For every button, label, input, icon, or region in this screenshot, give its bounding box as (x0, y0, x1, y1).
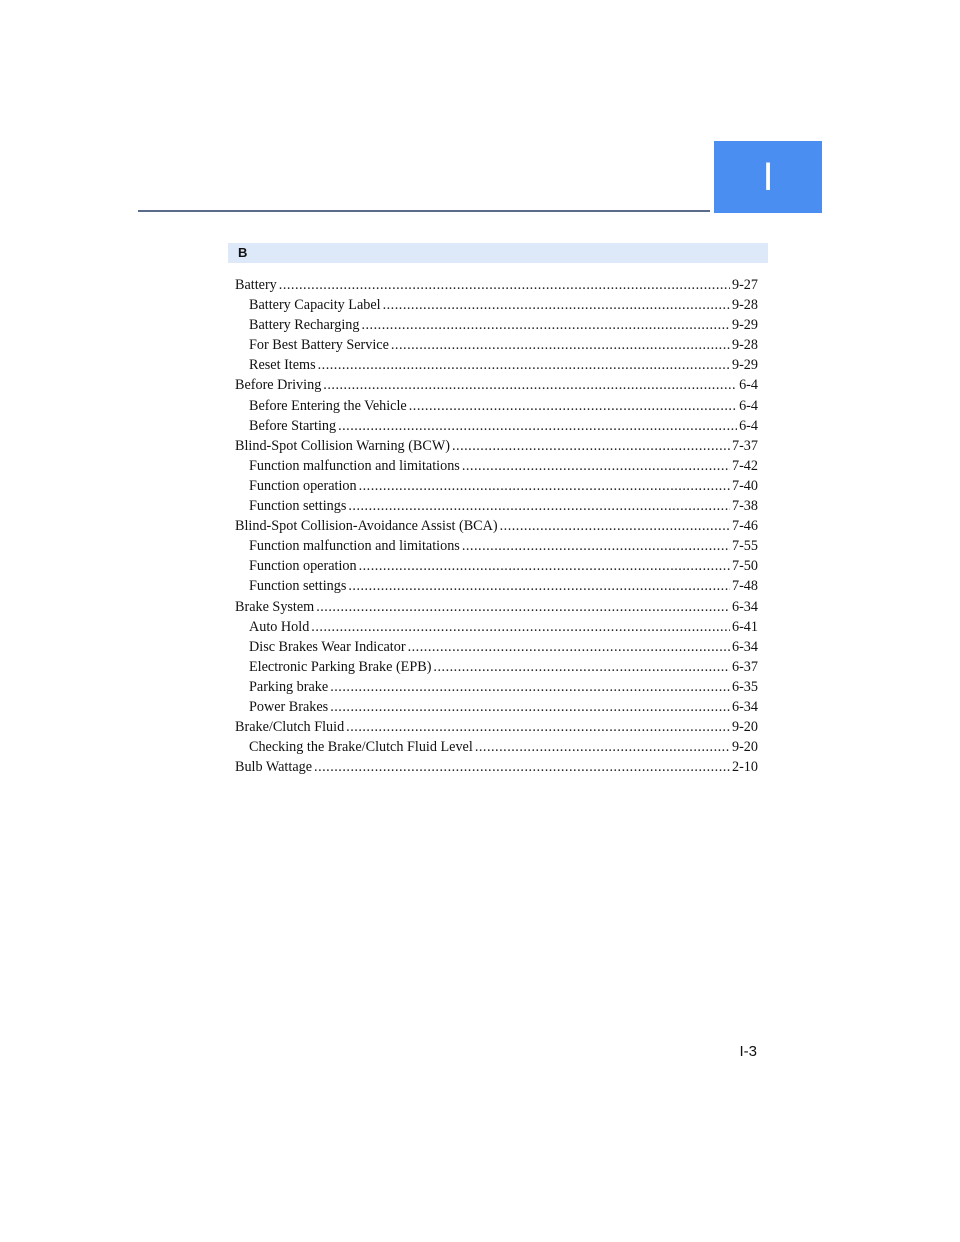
index-list (235, 275, 758, 777)
index-subentry[interactable] (235, 697, 758, 717)
entry-page: 7-38 (731, 498, 758, 515)
dot-leader (452, 436, 730, 456)
dot-leader (316, 597, 730, 617)
entry-page: 9-29 (731, 317, 758, 334)
index-subentry[interactable] (235, 295, 758, 315)
entry-page: 6-34 (731, 598, 758, 615)
entry-page: 9-27 (731, 277, 758, 293)
page-number: I-3 (739, 1043, 757, 1060)
entry-label: Electronic Parking Brake (EPB) (249, 658, 432, 675)
dot-leader (462, 456, 730, 476)
entry-label: Disc Brakes Wear Indicator (249, 638, 406, 655)
entry-label: Brake/Clutch Fluid (235, 719, 345, 736)
entry-page: 7-37 (731, 437, 758, 454)
entry-label: Function settings (249, 498, 347, 515)
dot-leader (361, 315, 730, 335)
index-entry[interactable] (235, 516, 758, 536)
entry-label: Bulb Wattage (235, 759, 313, 776)
entry-label: Function operation (249, 558, 357, 575)
entry-label: Parking brake (249, 678, 329, 695)
entry-page: 6-34 (731, 638, 758, 655)
index-subentry[interactable] (235, 315, 758, 335)
entry-page: 6-4 (739, 397, 758, 414)
entry-page: 7-48 (731, 578, 758, 595)
index-subentry[interactable] (235, 576, 758, 596)
entry-label: For Best Battery Service (249, 337, 389, 354)
index-entry[interactable] (235, 375, 758, 395)
index-entry[interactable] (235, 757, 758, 777)
dot-leader (383, 295, 730, 315)
entry-page: 2-10 (731, 759, 758, 776)
dot-leader (323, 375, 737, 395)
chapter-tab-label: I (762, 154, 774, 199)
dot-leader (346, 717, 730, 737)
dot-leader (475, 737, 730, 757)
dot-leader (311, 617, 730, 637)
entry-page: 9-20 (731, 719, 758, 736)
entry-label: Function malfunction and limitations (249, 538, 460, 555)
dot-leader (348, 576, 730, 596)
index-subentry[interactable] (235, 355, 758, 375)
dot-leader (462, 536, 730, 556)
entry-page: 6-35 (731, 678, 758, 695)
index-subentry[interactable] (235, 637, 758, 657)
entry-label: Blind-Spot Collision Warning (BCW) (235, 437, 450, 454)
entry-page: 9-20 (731, 739, 758, 756)
entry-page: 9-28 (731, 337, 758, 354)
entry-page: 6-4 (739, 417, 758, 434)
dot-leader (409, 396, 737, 416)
entry-label: Before Starting (249, 417, 337, 434)
index-subentry[interactable] (235, 396, 758, 416)
dot-leader (330, 677, 730, 697)
entry-label: Battery Recharging (249, 317, 360, 334)
section-letter: B (238, 245, 248, 260)
dot-leader (391, 335, 730, 355)
section-header (228, 243, 768, 263)
entry-page: 6-34 (731, 698, 758, 715)
index-subentry[interactable] (235, 617, 758, 637)
index-subentry[interactable] (235, 737, 758, 757)
dot-leader (433, 657, 730, 677)
header-rule (138, 210, 710, 212)
entry-label: Function malfunction and limitations (249, 457, 460, 474)
entry-page: 6-41 (731, 618, 758, 635)
index-entry[interactable] (235, 436, 758, 456)
index-subentry[interactable] (235, 416, 758, 436)
entry-label: Function operation (249, 477, 357, 494)
entry-page: 7-40 (731, 477, 758, 494)
entry-page: 7-42 (731, 457, 758, 474)
dot-leader (359, 556, 730, 576)
entry-label: Reset Items (249, 357, 316, 374)
entry-page: 9-28 (731, 297, 758, 314)
dot-leader (338, 416, 737, 436)
index-subentry[interactable] (235, 677, 758, 697)
entry-label: Function settings (249, 578, 347, 595)
chapter-tab (714, 141, 822, 213)
dot-leader (314, 757, 730, 777)
entry-page: 6-37 (731, 658, 758, 675)
entry-label: Power Brakes (249, 698, 329, 715)
index-subentry[interactable] (235, 556, 758, 576)
index-subentry[interactable] (235, 657, 758, 677)
index-entry[interactable] (235, 597, 758, 617)
index-subentry[interactable] (235, 476, 758, 496)
dot-leader (318, 355, 730, 375)
dot-leader (500, 516, 730, 536)
dot-leader (330, 697, 730, 717)
entry-page: 7-55 (731, 538, 758, 555)
dot-leader (408, 637, 730, 657)
entry-page: 9-29 (731, 357, 758, 374)
dot-leader (348, 496, 730, 516)
entry-label: Brake System (235, 598, 315, 615)
entry-label: Auto Hold (249, 618, 310, 635)
index-entry[interactable] (235, 275, 758, 295)
entry-label: Battery Capacity Label (249, 297, 381, 314)
entry-page: 6-4 (739, 377, 758, 394)
entry-page: 7-50 (731, 558, 758, 575)
entry-label: Before Entering the Vehicle (249, 397, 407, 414)
dot-leader (359, 476, 730, 496)
index-subentry[interactable] (235, 456, 758, 476)
dot-leader (279, 275, 730, 295)
index-subentry[interactable] (235, 496, 758, 516)
index-entry[interactable] (235, 717, 758, 737)
entry-label: Blind-Spot Collision-Avoidance Assist (BCA) (235, 518, 498, 535)
entry-page: 7-46 (731, 518, 758, 535)
index-subentry[interactable] (235, 536, 758, 556)
index-subentry[interactable] (235, 335, 758, 355)
entry-label: Battery (235, 277, 277, 293)
entry-label: Checking the Brake/Clutch Fluid Level (249, 739, 473, 756)
entry-label: Before Driving (235, 377, 322, 394)
